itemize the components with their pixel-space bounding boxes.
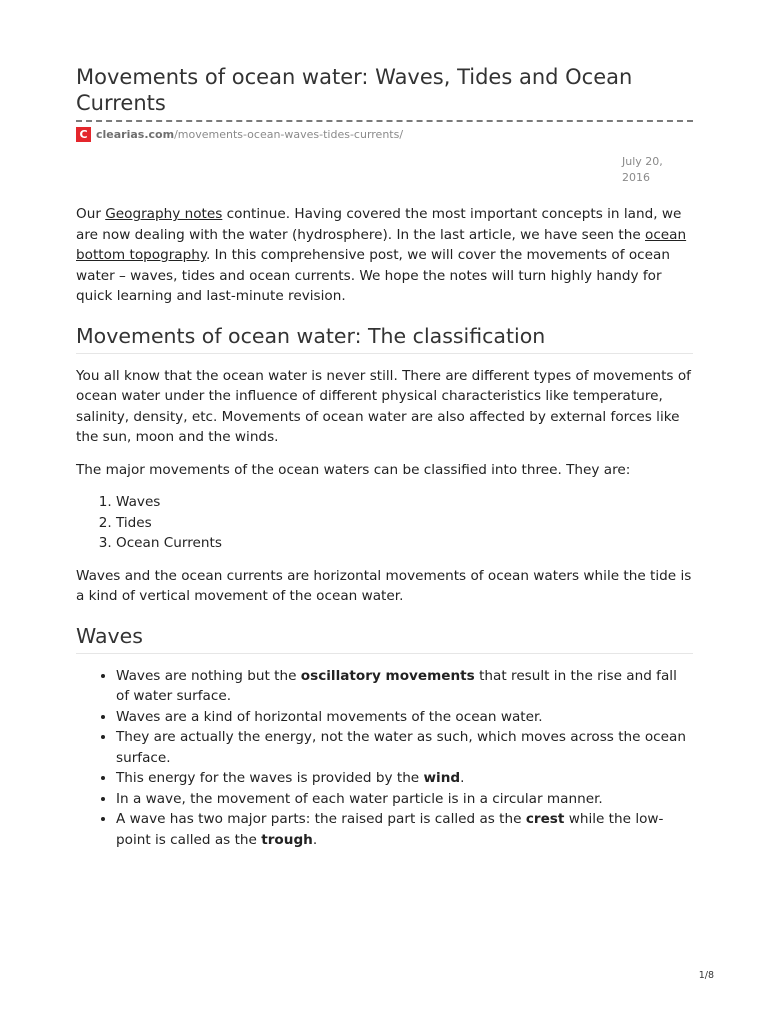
document-page — [76, 64, 693, 848]
movement-types-list — [76, 492, 693, 554]
list-item: 2. Tides — [116, 513, 693, 534]
article-body — [76, 204, 693, 862]
list-item: • In a wave, the movement of each water particle is in a circular manner. — [116, 789, 693, 810]
list-item: 1. Waves — [116, 492, 693, 513]
classification-paragraph-2: The major movements of the ocean waters can be classified into three. They are: — [76, 461, 631, 478]
source-url-bar — [76, 120, 693, 143]
list-item: • Waves are nothing but the oscillatory movements that result in the rise and fall of water surface. — [116, 666, 693, 707]
ocean-bottom-topography-link[interactable]: ocean bottom topography — [76, 226, 687, 263]
intro-text-1: Our — [76, 206, 106, 222]
list-item: • They are actually the energy, not the water as such, which moves across the ocean surface. — [116, 727, 693, 768]
intro-text-3: . In this comprehensive post, we will cover the movements of ocean water – waves, tides and ocean currents. We hope the notes will turn highly handy for quick learning and last-minute revision. — [76, 247, 670, 304]
source-domain-link[interactable]: clearias.com — [96, 127, 175, 141]
list-item: • Waves are a kind of horizontal movements of the ocean water. — [116, 707, 693, 728]
post-date: July 20, 2016 — [622, 155, 663, 184]
waves-bullet-list — [76, 666, 693, 851]
classification-paragraph-1: You all know that the ocean water is never still. There are different types of movements of ocean water under the influence of different physical characteristics like temperature, salinity, density, etc. Movements of ocean water are also affected by external forces like the sun, moon and the winds. — [76, 367, 691, 445]
classification-paragraph-3: Waves and the ocean currents are horizontal movements of ocean waters while the tide is a kind of vertical movement of the ocean water. — [76, 567, 692, 604]
section-heading-classification: Movements of ocean water: The classification — [76, 323, 693, 354]
geography-notes-link[interactable]: Geography notes — [105, 206, 223, 222]
source-path: /movements-ocean-waves-tides-currents/ — [174, 127, 404, 141]
list-item: • A wave has two major parts: the raised part is called as the crest while the low-point is called as the trough. — [116, 809, 693, 850]
list-item: • This energy for the waves is provided by the wind. — [116, 768, 693, 789]
intro-text-2: continue. Having covered the most important concepts in land, we are now dealing with the water (hydrosphere). In the last article, we have seen the — [76, 206, 682, 243]
list-item: 3. Ocean Currents — [116, 533, 693, 554]
page-title: Movements of ocean water: Waves, Tides and Ocean Currents — [76, 65, 633, 115]
page-number: 1/8 — [698, 970, 714, 981]
intro-paragraph — [76, 204, 693, 307]
section-heading-waves: Waves — [76, 623, 693, 654]
clearias-logo-icon: C — [76, 127, 91, 142]
